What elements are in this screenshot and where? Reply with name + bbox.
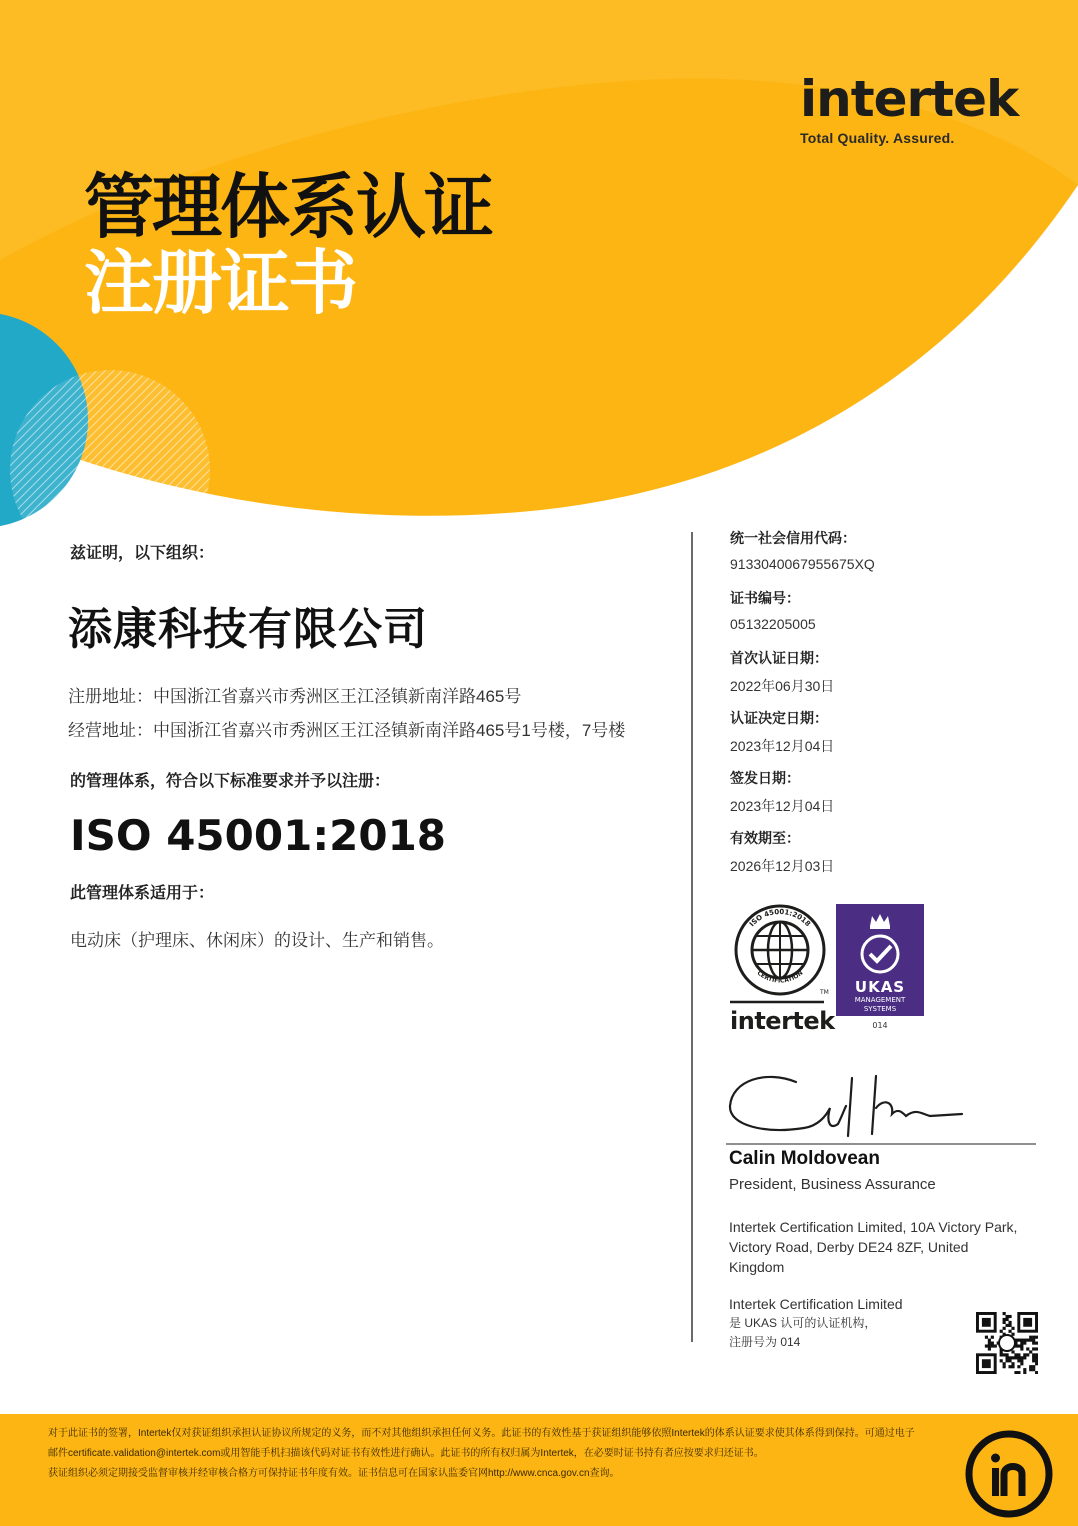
logo-tagline: Total Quality. Assured. <box>800 130 955 146</box>
issuer-address: Intertek Certification Limited, 10A Victory Park, Victory Road, Derby DE24 8ZF, United Kingdom <box>729 1219 1018 1275</box>
cert-number-value: 05132205005 <box>730 616 816 632</box>
registered-address: 注册地址：中国浙江省嘉兴市秀洲区王江泾镇新南洋路465号 <box>68 687 522 706</box>
issue-date-value: 2023年12月04日 <box>730 798 835 814</box>
signatory-name: Calin Moldovean <box>729 1148 880 1169</box>
intertek-mark-word: intertek <box>730 1007 835 1035</box>
scope-intro: 此管理体系适用于： <box>70 885 215 902</box>
company-name: 添康科技有限公司 <box>68 604 428 655</box>
qr-code-icon[interactable] <box>976 1312 1038 1374</box>
footer-disclaimer <box>48 1424 920 1484</box>
credit-code-value: 9133040067955675XQ <box>730 556 875 572</box>
ukas-management-text: MANAGEMENT <box>854 996 906 1004</box>
ukas-badge <box>836 904 924 1016</box>
certificate-subtitle: 注册证书 <box>84 242 356 324</box>
issue-date-label: 签发日期： <box>730 770 800 786</box>
ukas-number: 014 <box>872 1021 888 1030</box>
intertek-logo <box>800 70 1019 146</box>
first-cert-date-label: 首次认证日期： <box>730 650 828 666</box>
credit-code-label: 统一社会信用代码： <box>730 530 856 546</box>
first-cert-date-value: 2022年06月30日 <box>730 678 835 694</box>
scope-text: 电动床（护理床、休闲床）的设计、生产和销售。 <box>70 931 444 950</box>
signatory-title: President, Business Assurance <box>729 1176 936 1193</box>
intertek-in-icon <box>962 1428 1056 1520</box>
ukas-accreditation-note <box>729 1295 964 1352</box>
trademark-text: TM <box>820 989 829 996</box>
decision-date-value: 2023年12月04日 <box>730 738 835 754</box>
expiry-date-value: 2026年12月03日 <box>730 858 835 874</box>
footer-paragraph-1: 对于此证书的签署，Intertek仅对获证组织承担认证协议所规定的义务，而不对其他组织承担任何义务。此证书的有效性基于获证组织能够依照Intertek的体系认证要求使其体系得到保持。可通过电子邮件certificate.validation@intertek.com或用智能手机扫描该代码对证书有效性进行确认。此证书的所有权归属为Intertek，在必要时证书持有者应按要求归还证书。 <box>48 1428 915 1459</box>
iso-ring-text: ISO 45001:2018 <box>747 907 812 929</box>
certification-marks <box>724 898 930 1038</box>
ukas-title: UKAS <box>854 978 906 996</box>
logo-wordmark: intertek <box>800 70 1019 128</box>
ukas-note-line2: 是 UKAS 认可的认证机构， <box>729 1316 877 1330</box>
iso-certification-text: CERTIFICATION <box>755 969 805 985</box>
footer-band <box>0 1414 1078 1526</box>
ukas-note-line1: Intertek Certification Limited <box>729 1296 903 1312</box>
ukas-note-line3: 注册号为 014 <box>729 1335 801 1349</box>
certify-intro: 兹证明，以下组织： <box>70 545 215 562</box>
footer-paragraph-2: 获证组织必须定期接受监督审核并经审核合格方可保持证书年度有效。证书信息可在国家认监委官网http://www.cnca.gov.cn查询。 <box>48 1468 620 1479</box>
signature-block <box>726 1068 1036 1148</box>
standard-intro: 的管理体系，符合以下标准要求并予以注册： <box>70 773 391 790</box>
cert-number-label: 证书编号： <box>730 590 800 606</box>
standard-code: ISO 45001:2018 <box>70 811 447 860</box>
expiry-date-label: 有效期至： <box>730 830 800 846</box>
decision-date-label: 认证决定日期： <box>730 710 828 726</box>
certificate-title: 管理体系认证 <box>84 166 492 248</box>
handwritten-signature <box>730 1076 962 1136</box>
column-divider <box>691 532 693 1342</box>
ukas-systems-text: SYSTEMS <box>863 1005 897 1013</box>
business-address: 经营地址：中国浙江省嘉兴市秀洲区王江泾镇新南洋路465号1号楼，7号楼 <box>68 721 626 740</box>
